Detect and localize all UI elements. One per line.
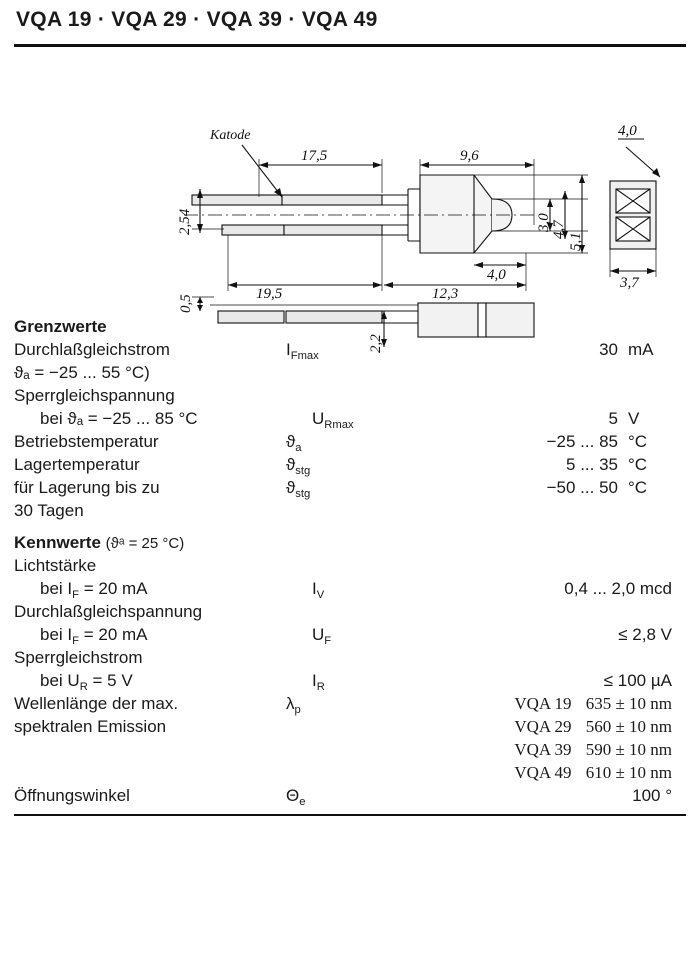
dim-0-5: 0,5 [178,294,194,313]
char-label: bei $I_F = 20$ mA [40,625,148,647]
dim-4-0-mid: 4,0 [487,267,506,283]
characteristics-heading-text: Kennwerte [14,533,101,552]
limit-symbol: $ϑ_a$ [286,432,302,454]
char-value: ≤ 100 µA [603,671,672,690]
footer-divider [14,814,686,816]
char-row-forward-voltage [14,624,686,647]
char-value: 100 ° [632,786,672,805]
limit-value: −50 ... 50 [546,478,618,497]
callout-katode: Katode [210,128,251,143]
char-value: ≤ 2,8 V [618,625,672,644]
char-row-wavelength-line1 [14,693,686,716]
dim-12-3: 12,3 [432,286,459,302]
dim-2-54: 2,54 [177,208,193,235]
limit-row-storage-30days-cont [14,500,686,523]
char-value: 0,4 ... 2,0 mcd [564,579,672,598]
limit-row-operating-temp [14,431,686,454]
char-label: Lichtstärke [14,556,97,575]
limit-value: 5 ... 35 [566,455,618,474]
limit-unit: V [628,409,640,428]
char-symbol: $U_F$ [312,625,332,647]
limit-row-storage-30days [14,477,686,500]
limit-symbol: $I_{Fmax}$ [286,340,319,362]
dim-3-0: 3,0 [536,213,552,232]
limit-row-reverse-voltage-title [14,385,686,408]
wavelength-value-1: 560 ± 10 nm [585,717,672,736]
limit-label: 30 Tagen [14,501,84,520]
limit-value: −25 ... 85 [546,432,618,451]
dim-4-7: 4,7 [551,220,567,239]
wavelength-value-0: 635 ± 10 nm [585,694,672,713]
char-label: Sperrgleichstrom [14,648,143,667]
dim-2-2: 2,2 [368,334,384,353]
limit-symbol: $ϑ_{stg}$ [286,455,311,477]
dim-3-7: 3,7 [620,275,639,291]
char-value [382,716,686,738]
wavelength-type-3: VQA 49 [514,763,572,782]
limit-symbol: $ϑ_{stg}$ [286,478,311,500]
char-symbol: $\lambda_p$ [286,694,301,716]
limit-row-storage-temp [14,454,686,477]
char-label: Wellenlänge der max. [14,694,179,713]
limit-label: Durchlaßgleichstrom [14,340,170,359]
wavelength-type-0: VQA 19 [514,694,572,713]
char-row-reverse-current-title [14,647,686,670]
limit-unit: mA [628,340,654,359]
char-row-wavelength-line2 [14,716,686,739]
specifications [14,317,686,808]
char-row-forward-voltage-title [14,601,686,624]
limit-label: ϑₐ = −25 ... 55 °C) [14,363,150,382]
limits-heading: Grenzwerte [14,317,107,336]
limit-label: Lagertemperatur [14,455,140,474]
limit-value: 30 [599,340,618,359]
wavelength-value-2: 590 ± 10 nm [585,740,672,759]
limit-unit: °C [628,455,648,474]
char-value [382,739,686,761]
char-row-wavelength-line4 [14,762,686,785]
char-label: bei $I_F = 20$ mA [40,579,148,601]
char-label: Öffnungswinkel [14,786,130,805]
limit-label: für Lagerung bis zu [14,478,160,497]
limit-value: 5 [608,409,618,428]
dim-5-1: 5,1 [568,232,584,251]
char-symbol: $\Theta_e$ [286,786,306,808]
limit-row-reverse-voltage [14,408,686,431]
limit-unit: °C [628,478,648,497]
char-label: Durchlaßgleichspannung [14,602,203,621]
char-row-reverse-current [14,670,686,693]
characteristics-heading [14,533,686,553]
dim-4-0-top: 4,0 [618,123,637,139]
char-row-aperture-angle [14,785,686,808]
limit-row-forward-current [14,339,686,362]
dim-17-5: 17,5 [301,148,328,164]
limit-symbol: $U_{Rmax}$ [312,409,354,431]
dim-9-6: 9,6 [460,148,479,164]
wavelength-type-1: VQA 29 [514,717,572,736]
wavelength-type-2: VQA 39 [514,740,572,759]
limit-unit: °C [628,432,648,451]
limit-row-ambient-note [14,362,686,385]
dim-19-5: 19,5 [256,286,283,302]
limit-label: bei ϑₐ = −25 ... 85 °C [40,409,198,428]
char-row-luminous-intensity [14,578,686,601]
characteristics-heading-condition: (ϑᵃ = 25 °C) [105,535,185,552]
char-label: bei $U_R = 5$ V [40,671,133,693]
char-row-wavelength-line3 [14,739,686,762]
limit-label: Betriebstemperatur [14,432,159,451]
char-label: spektralen Emission [14,717,167,736]
char-value [382,693,686,715]
page-title: VQA 19 · VQA 29 · VQA 39 · VQA 49 [16,8,378,31]
char-value [382,762,686,784]
wavelength-value-3: 610 ± 10 nm [585,763,672,782]
char-symbol: $I_R$ [312,671,325,693]
limit-label: Sperrgleichspannung [14,386,175,405]
char-symbol: $I_V$ [312,579,325,601]
char-row-luminous-intensity-title [14,555,686,578]
